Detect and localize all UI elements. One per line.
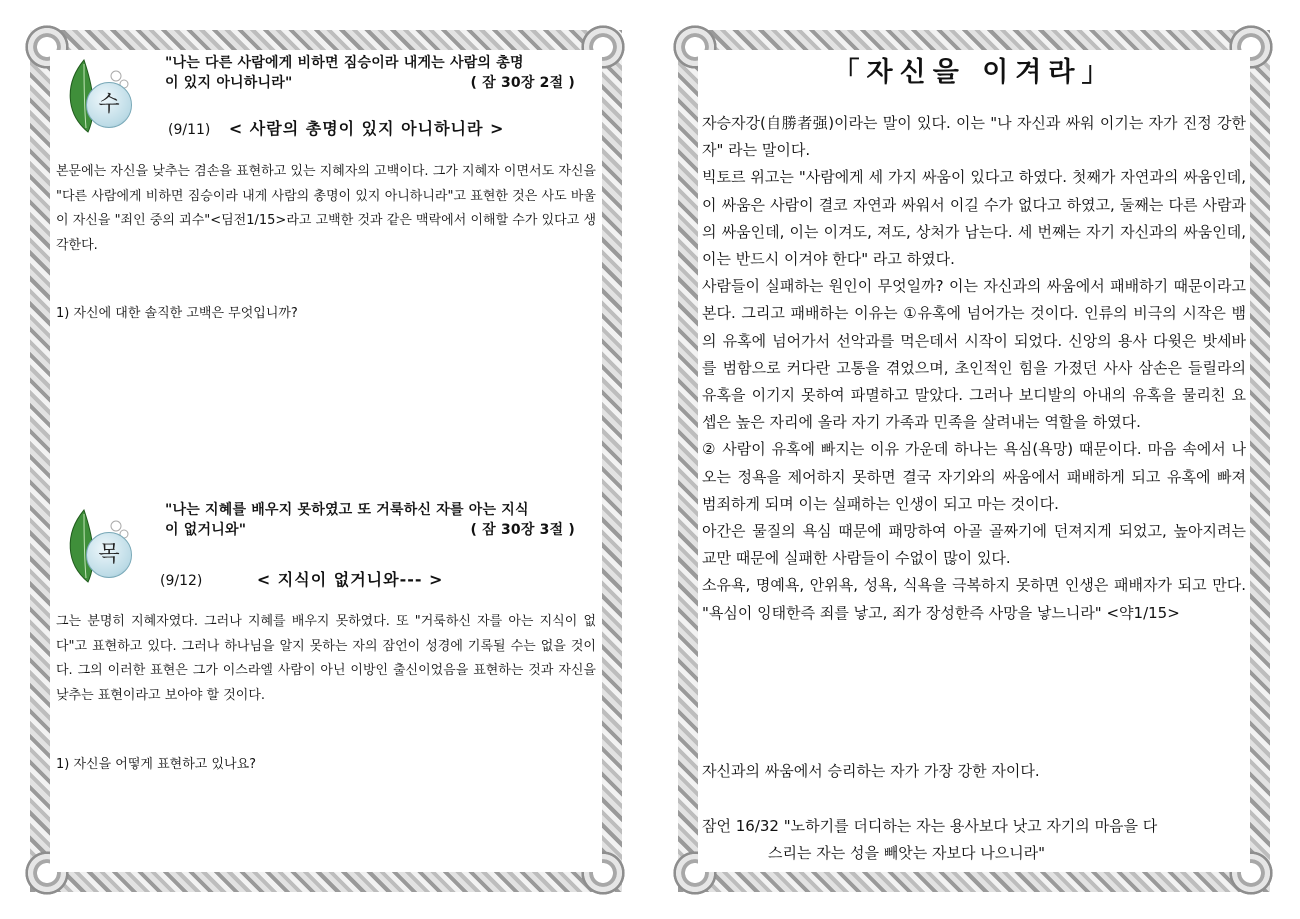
closing-scripture: 잠언 16/32 "노하기를 더디하는 자는 용사보다 낫고 자기의 마음을 다 스리는 자는 성을 빼앗는 자보다 나으니라": [702, 817, 1158, 862]
lily-leaf-icon: [58, 54, 142, 138]
devotion-title: < 지식이 없거니와--- >: [256, 570, 444, 589]
scripture-reference: ( 잠 30장 2절 ): [470, 75, 575, 91]
weekday-badge: 목: [86, 532, 132, 578]
scripture-reference: ( 잠 30장 3절 ): [470, 522, 575, 538]
page-title: 「자신을 이겨라」: [832, 57, 1116, 88]
right-page: [698, 50, 1250, 872]
essay-conclusion: 자신과의 싸움에서 승리하는 자가 가장 강한 자이다.: [702, 762, 1040, 780]
devotion-date: (9/11): [168, 122, 211, 138]
essay-paragraph: 소유욕, 명예욕, 안위욕, 성욕, 식욕을 극복하지 못하면 인생은 패배자가 되고 만다. "욕심이 잉태한즉 죄를 낳고, 죄가 장성한즉 사망을 낳느니라" <약1/15>: [702, 576, 1246, 622]
essay-paragraph: 사람들이 실패하는 원인이 무엇일까? 이는 자신과의 싸움에서 패배하기 때문이라고 본다. 그리고 패배하는 이유는 ①유혹에 넘어가는 것이다. 인류의 비극의 시작은 뱀의 유혹에 넘어가서 선악과를 먹은데서 시작이 되었다. 신앙의 용사 다윗은 밧세바를 범함으로 커다란 고통을 겪었으며, 초인적인 힘을 가졌던 사사 삼손은 들릴라의 유혹을 이기지 못하여 파멸하고 말았다. 그러나 보디발의 아내의 유혹을 물리친 요셉은 높은 자리에 올라 자기 가족과 민족을 살려내는 역할을 하였다.: [702, 277, 1246, 432]
scripture-quote: "나는 다른 사람에게 비하면 짐승이라 내게는 사람의 총명 이 있지 아니하니라" ( 잠 30장 2절 ): [165, 55, 575, 91]
reflection-question: 1) 자신에 대한 솔직한 고백은 무엇입니까?: [56, 306, 298, 321]
essay-body: [702, 110, 1246, 627]
devotion-body: 본문에는 자신을 낮추는 겸손을 표현하고 있는 지혜자의 고백이다. 그가 지혜자 이면서도 자신을 "다른 사람에게 비하면 짐승이라 내게 사람의 총명이 있지 아니하니라"고 표현한 것은 사도 바울이 자신을 "죄인 중의 괴수"<딤전1/15>라고 고백한 것과 같은 맥락에서 이해할 수가 있다고 생각한다.: [56, 164, 596, 253]
devotion-date: (9/12): [160, 573, 203, 589]
reflection-question: 1) 자신을 어떻게 표현하고 있나요?: [56, 757, 257, 772]
weekday-badge: 수: [86, 82, 132, 128]
essay-paragraph: ② 사람이 유혹에 빠지는 이유 가운데 하나는 욕심(욕망) 때문이다. 마음 속에서 나오는 정욕을 제어하지 못하면 결국 자기와의 싸움에서 패배하게 되고 유혹에 빠져 범죄하게 되며 이는 실패하는 인생이 되고 마는 것이다.: [702, 440, 1246, 513]
devotion-title: < 사람의 총명이 있지 아니하니라 >: [228, 119, 505, 138]
lily-leaf-icon: [58, 504, 142, 588]
left-page: [50, 50, 602, 872]
devotion-heading: [160, 567, 443, 590]
essay-paragraph: 자승자강(自勝者强)이라는 말이 있다. 이는 "나 자신과 싸워 이기는 자가 진정 강한 자" 라는 말이다.: [702, 114, 1246, 160]
essay-paragraph: 아간은 물질의 욕심 때문에 패망하여 아골 골짜기에 던져지게 되었고, 높아지려는 교만 때문에 실패한 사람들이 수없이 많이 있다.: [702, 522, 1246, 568]
essay-paragraph: 빅토르 위고는 "사람에게 세 가지 싸움이 있다고 하였다. 첫째가 자연과의 싸움인데, 이 싸움은 사람이 결코 자연과 싸워서 이길 수가 없다고 하였고, 둘째는 다른 사람과의 싸움인데, 이는 이겨도, 져도, 상처가 남는다. 세 번째는 자기 자신과의 싸움인데, 이는 반드시 이겨야 한다" 라고 하였다.: [702, 168, 1246, 269]
devotion-body: 그는 분명히 지혜자였다. 그러나 지혜를 배우지 못하였다. 또 "거룩하신 자를 아는 지식이 없다"고 표현하고 있다. 그러나 하나님을 알지 못하는 자의 잠언이 성경에 기록될 수는 없을 것이다. 그의 이러한 표현은 그가 이스라엘 사람이 아닌 이방인 출신이었음을 표현하는 것과 자신을 낮추는 표현이라고 보아야 할 것이다.: [56, 614, 596, 703]
scripture-quote: "나는 지혜를 배우지 못하였고 또 거룩하신 자를 아는 지식 이 없거니와" ( 잠 30장 3절 ): [165, 502, 575, 538]
devotion-heading: [168, 116, 504, 139]
